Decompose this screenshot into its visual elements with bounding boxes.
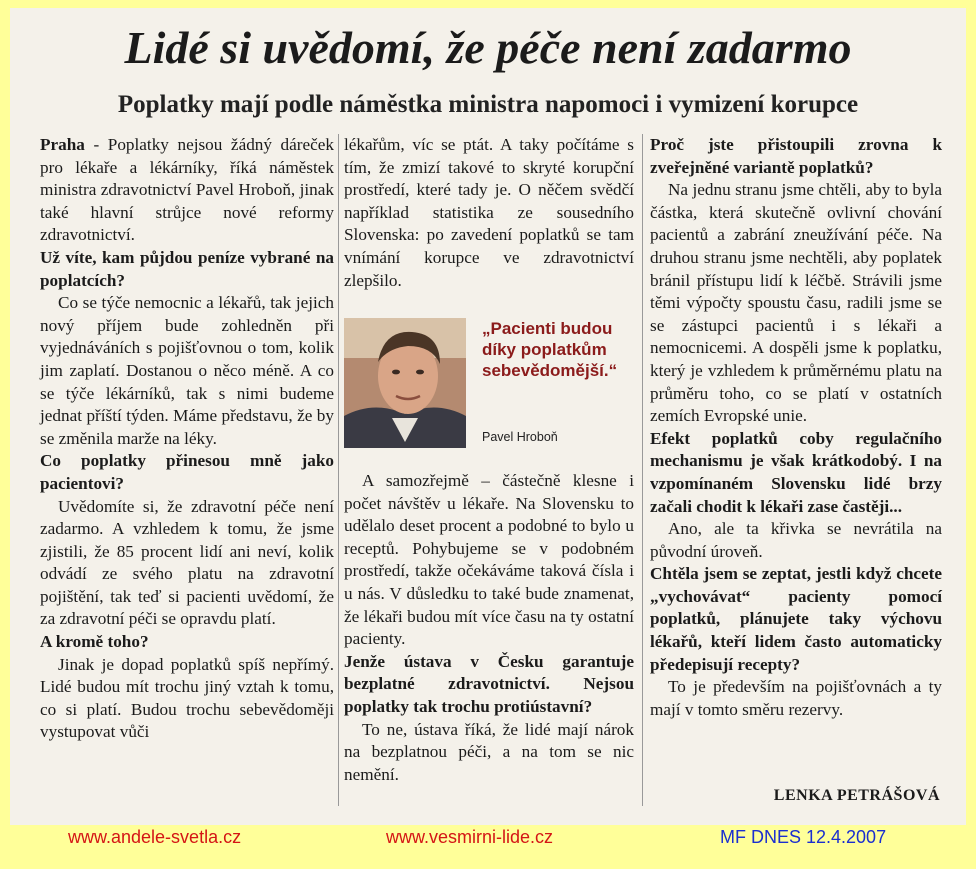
- column-divider: [338, 134, 339, 806]
- paragraph-text: - Poplatky nejsou žádný dáreček pro lékaře a lékárníky, říká náměstek ministra zdravotnictví Pavel Hroboň, jinak také hlavní strůjce nové reformy zdravotnictví.: [40, 135, 334, 245]
- headline: Lidé si uvědomí, že péče není zadarmo: [124, 22, 852, 73]
- article-paragraph: Ano, ale ta křivka se nevrátila na původní úroveň.: [650, 519, 942, 561]
- photo-caption: Pavel Hroboň: [482, 430, 558, 444]
- article-paragraph: lékařům, víc se ptát. A taky počítáme s tím, že zmizí takové to skryté korupční prostředí, které tady je. O něčem svědčí například statistika ze sousedního Slovenska: po zavedení poplatků se tam vnímání korupce ve zdravotnictví zlepšilo.: [344, 135, 634, 290]
- interview-question: A kromě toho?: [40, 632, 149, 652]
- column-divider: [642, 134, 643, 806]
- article-paragraph: [40, 134, 334, 247]
- interview-question: Už víte, kam půjdou peníze vybrané na poplatcích?: [40, 247, 334, 290]
- interview-question: Proč jste přistoupili zrovna k zveřejněné variantě poplatků?: [650, 135, 942, 177]
- article-paragraph: Uvědomíte si, že zdravotní péče není zadarmo. A vzhledem k tomu, že jsme zjistili, že 85 procent lidí ani neví, kolik odvádí ze svého platu na zdravotní pojištění, tak teď si pacienti uvědomí, že za zdravotní péči se opravdu platí.: [40, 496, 334, 629]
- article-paragraph: To je především na pojišťovnách a ty mají v tomto směru rezervy.: [650, 677, 942, 719]
- article-paragraph: Na jednu stranu jsme chtěli, aby to byla částka, která skutečně ovlivní chování pacientů a zabrání zneužívání péče. Na druhou stranu jsme nechtěli, aby poplatek bránil přístupu lidí k léčbě. Strávili jsme těmi výpočty spoustu času, radili jsme se se zástupci pacientů i s lékaři a nemocnicemi. A dospěli jsme k poplatku, který je vzhledem k průměrnému platu na průměru toho, co se platí v ostatních zemích Evropské unie.: [650, 180, 942, 426]
- article-column-3: [650, 134, 942, 721]
- article-column-2-bottom: [344, 470, 634, 786]
- interview-question: Jenže ústava v Česku garantuje bezplatné zdravotnictví. Nejsou poplatky tak trochu protiústavní?: [344, 651, 634, 716]
- footer-link-andele-svetla[interactable]: www.andele-svetla.cz: [68, 827, 242, 847]
- interview-question: Efekt poplatků coby regulačního mechanismu je však krátkodobý. I na vzpomínaném Slovensku lidé brzy začali chodit k lékaři zase častěji...: [650, 428, 942, 516]
- interview-question: Chtěla jsem se zeptat, jestli když chcete „vychovávat“ pacienty pomocí poplatků, plánujete taky výchovu lékařů, kteří lidem často automaticky předepisují recepty?: [650, 564, 942, 674]
- portrait-photo: [344, 318, 466, 448]
- article-column-2-top: [344, 134, 634, 292]
- photo-box: [344, 318, 634, 448]
- author-signature: LENKA PETRÁŠOVÁ: [773, 787, 940, 804]
- footer-link-vesmirni-lide[interactable]: www.vesmirni-lide.cz: [386, 827, 554, 847]
- source-citation: MF DNES 12.4.2007: [720, 827, 887, 847]
- article-paragraph: Jinak je dopad poplatků spíš nepřímý. Lidé budou mít trochu jiný vztah k tomu, co si platí. Budou trochu sebevědoměji vystupovat vůči: [40, 654, 334, 742]
- article-paragraph: A samozřejmě – částečně klesne i počet návštěv u lékaře. Na Slovensku to udělalo deset procent a podobné to bylo u receptů. Pohybujeme se v podobném prostředí, takže očekáváme taková čísla i u nás. V důsledku to také bude znamenat, že lékaři budou mít více času na ty ostatní pacienty.: [344, 471, 634, 649]
- interview-question: Co poplatky přinesou mně jako pacientovi?: [40, 451, 334, 493]
- article-paragraph: Co se týče nemocnic a lékařů, tak jejich nový příjem bude zohledněn při vyjednáváních s pojišťovnou o tom, kolik jim zaplatí. Dostanou o něco méně. A co se týče lékárníků, tak s nimi budeme jednat příští týden. Máme představu, že by se změnila marže na léky.: [40, 293, 334, 448]
- article-column-1: [40, 134, 334, 744]
- pull-quote: „Pacienti budou díky poplatkům sebevědomější.“: [482, 319, 618, 380]
- subheadline: Poplatky mají podle náměstka ministra napomoci i vymizení korupce: [117, 91, 859, 118]
- article-paragraph: To ne, ústava říká, že lidé mají nárok na bezplatnou péči, a na tom se nic nemění.: [344, 719, 634, 784]
- dateline: Praha: [40, 135, 85, 154]
